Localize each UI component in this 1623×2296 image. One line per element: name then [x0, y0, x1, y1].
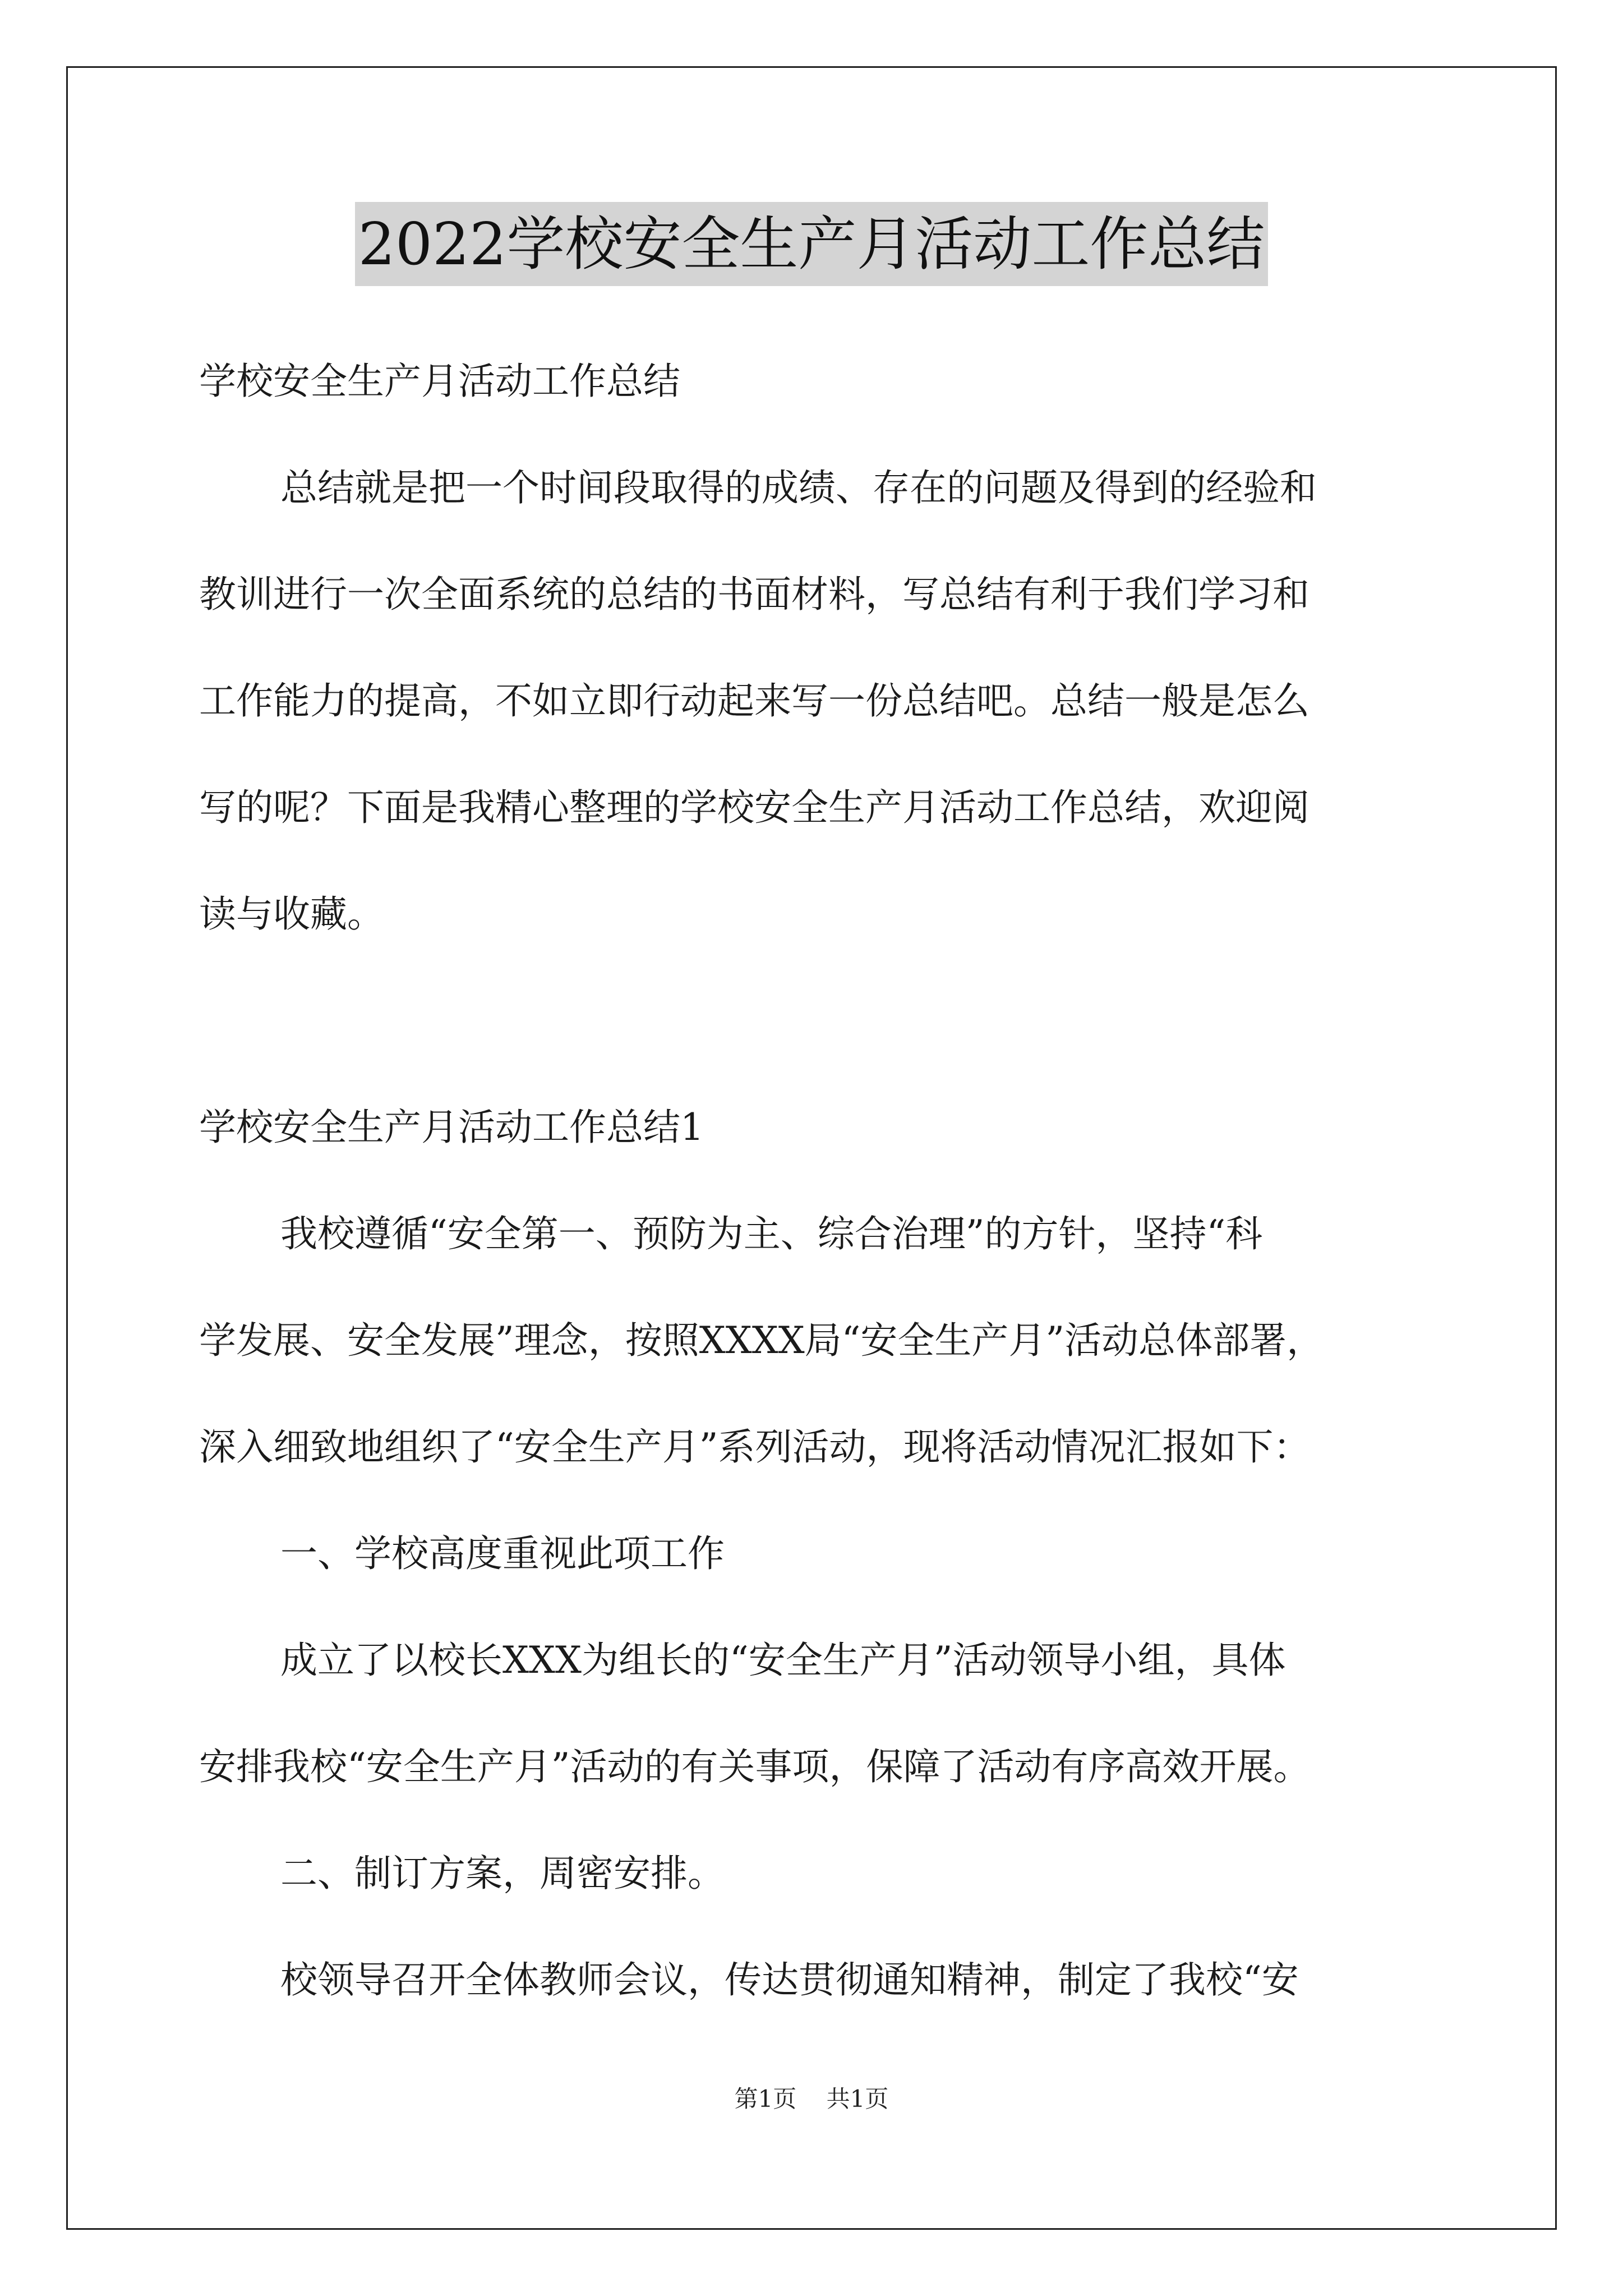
paragraph-line: 校领导召开全体教师会议，传达贯彻通知精神，制定了我校“安 — [280, 1958, 1299, 2001]
paragraph-line: 学发展、安全发展”理念，按照XXXX局“安全生产月”活动总体部署， — [199, 1319, 1324, 1362]
document-title: 2022学校安全生产月活动工作总结 — [355, 202, 1269, 286]
subsection-heading: 二、制订方案，周密安排。 — [280, 1852, 725, 1895]
paragraph-line: 工作能力的提高，不如立即行动起来写一份总结吧。总结一般是怎么 — [199, 679, 1310, 723]
paragraph-line: 教训进行一次全面系统的总结的书面材料，写总结有利于我们学习和 — [199, 573, 1310, 616]
paragraph-line: 写的呢？下面是我精心整理的学校安全生产月活动工作总结，欢迎阅 — [199, 786, 1310, 829]
page-number: 第1页 — [734, 2085, 797, 2113]
paragraph-line: 安排我校“安全生产月”活动的有关事项，保障了活动有序高效开展。 — [199, 1745, 1311, 1788]
page-footer — [0, 2082, 1623, 2116]
title-container — [0, 202, 1623, 286]
section-heading: 学校安全生产月活动工作总结1 — [199, 1106, 704, 1149]
paragraph-line: 总结就是把一个时间段取得的成绩、存在的问题及得到的经验和 — [280, 466, 1317, 509]
page-total: 共1页 — [826, 2085, 889, 2113]
paragraph-line: 成立了以校长XXX为组长的“安全生产月”活动领导小组，具体 — [280, 1639, 1286, 1682]
subsection-heading: 一、学校高度重视此项工作 — [280, 1532, 725, 1575]
paragraph-line: 我校遵循“安全第一、预防为主、综合治理”的方针，坚持“科 — [280, 1212, 1263, 1255]
subtitle: 学校安全生产月活动工作总结 — [199, 360, 680, 403]
paragraph-line: 深入细致地组织了“安全生产月”系列活动，现将活动情况汇报如下： — [199, 1425, 1311, 1469]
paragraph-line: 读与收藏。 — [199, 892, 384, 936]
